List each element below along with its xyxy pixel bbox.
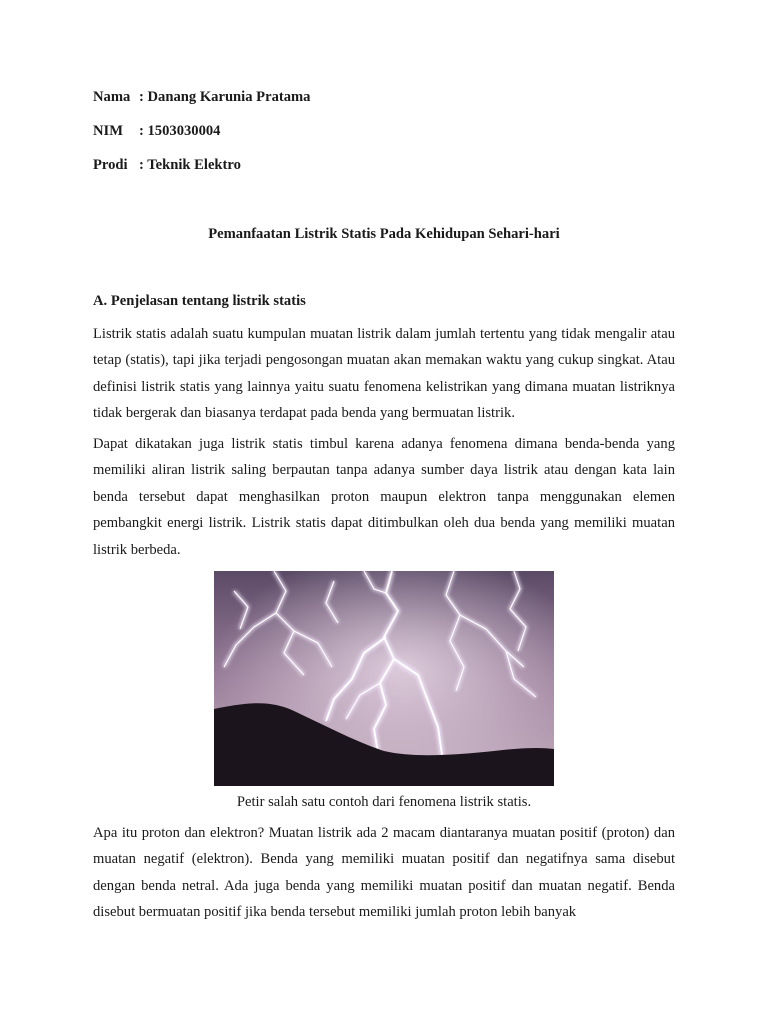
meta-nim-line	[93, 123, 220, 140]
meta-prodi-line	[93, 157, 241, 174]
lightning-illustration	[214, 571, 554, 786]
figure-caption: Petir salah satu contoh dari fenomena listrik statis.	[236, 794, 532, 810]
paragraph-1: Listrik statis adalah suatu kumpulan muatan listrik dalam jumlah tertentu yang tidak mengalir atau tetap (statis), tapi jika terjadi pengosongan muatan akan memakan waktu yang cukup singkat. Atau definisi listrik statis yang lainnya yaitu suatu fenomena kelistrikan yang dimana muatan listriknya tidak bergerak dan biasanya terdapat pada benda yang bermuatan listrik.	[93, 326, 675, 422]
paragraph-2: Dapat dikatakan juga listrik statis timbul karena adanya fenomena dimana benda-benda yang memiliki aliran listrik saling berpautan tanpa adanya sumber daya listrik atau dengan kata lain benda tersebut dapat menghasilkan proton maupun elektron tanpa menggunakan elemen pembangkit energi listrik. Listrik statis dapat ditimbulkan oleh dua benda yang memiliki muatan listrik berbeda.	[93, 436, 675, 558]
lightning-photo	[214, 571, 554, 786]
meta-nim-key: NIM	[93, 123, 123, 139]
section-heading: A. Penjelasan tentang listrik statis	[93, 293, 306, 309]
meta-name-value: : Danang Karunia Pratama	[139, 89, 311, 105]
meta-prodi-key: Prodi	[93, 157, 128, 173]
paragraph-3: Apa itu proton dan elektron? Muatan listrik ada 2 macam diantaranya muatan positif (proton) dan muatan negatif (elektron). Benda yang memiliki muatan positif dan negatifnya sama disebut dengan benda netral. Ada juga benda yang memiliki muatan positif dan muatan negatif. Benda disebut bermuatan positif jika benda tersebut memiliki jumlah proton lebih banyak	[93, 825, 675, 921]
document-page	[93, 0, 675, 1024]
document-title: Pemanfaatan Listrik Statis Pada Kehidupan Sehari-hari	[208, 226, 560, 242]
meta-name-line	[93, 89, 310, 106]
meta-nim-value: : 1503030004	[139, 123, 221, 139]
meta-prodi-value: : Teknik Elektro	[139, 157, 241, 173]
meta-name-key: Nama	[93, 89, 131, 105]
